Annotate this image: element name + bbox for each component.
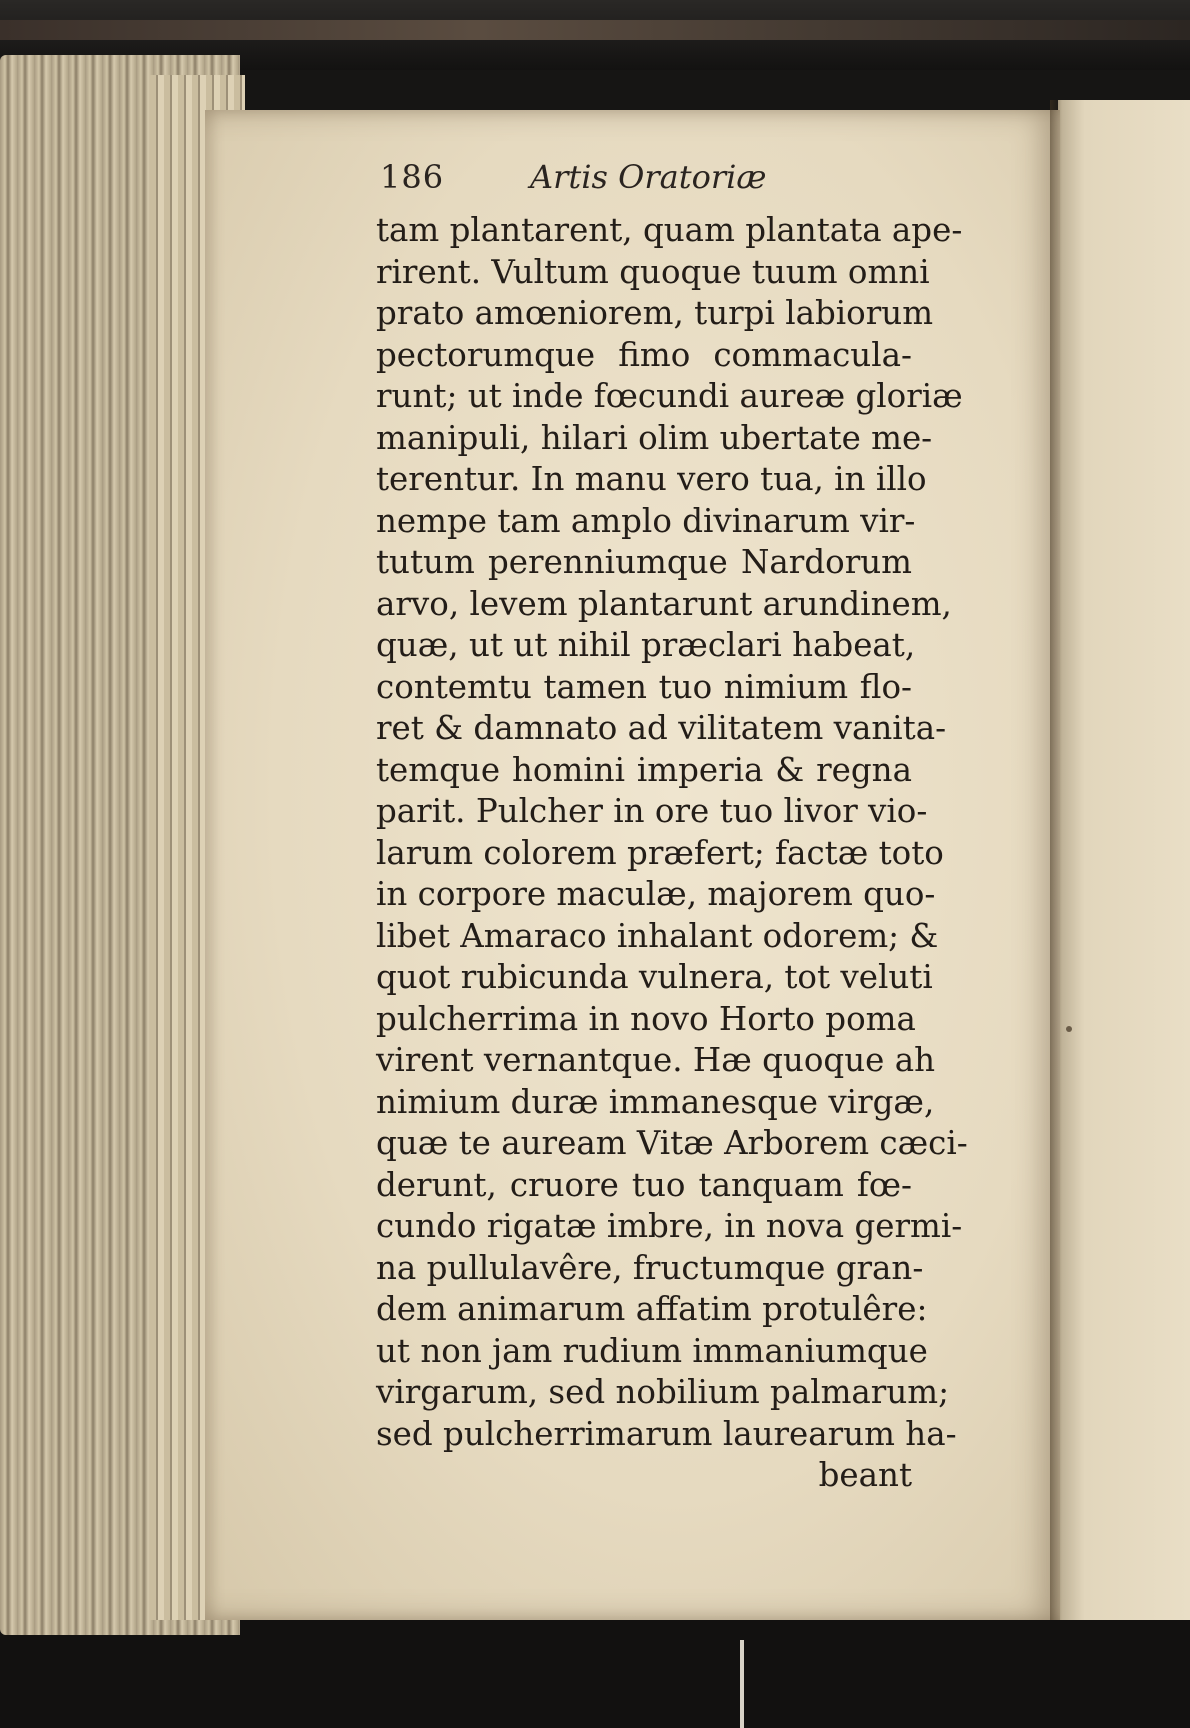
text-line: contemtu tamen tuo nimium flo- [376,667,912,706]
text-line: dem animarum affatim protulêre: [376,1290,928,1328]
text-line: arvo, levem plantarunt arundinem, [376,584,952,623]
text-line: pulcherrima in novo Horto poma [376,999,916,1038]
text-line: in corpore maculæ, majorem quo- [376,875,936,913]
text-line: quæ te auream Vitæ Arborem cæci- [376,1124,968,1162]
text-line: derunt, cruore tuo tanquam fœ- [376,1165,912,1204]
catchword: beant [818,1456,912,1494]
text-line: quæ, ut ut nihil præclari habeat, [376,626,916,664]
ink-speck [1066,1026,1072,1032]
text-line: cundo rigatæ imbre, in nova germi- [376,1207,963,1245]
text-line: tutum perenniumque Nardorum [376,543,912,581]
text-line: libet Amaraco inhalant odorem; & [376,916,939,955]
text-line: na pullulavêre, fructumque gran- [376,1248,924,1287]
text-line: tam plantarent, quam plantata ape- [376,211,963,249]
running-head [380,152,860,202]
text-line: nempe tam amplo divinarum vir- [376,501,916,540]
text-line: virent vernantque. Hæ quoque ah [376,1041,936,1079]
text-line: ut non jam rudium immaniumque [376,1331,928,1370]
text-line: virgarum, sed nobilium palmarum; [376,1373,950,1411]
text-line: parit. Pulcher in ore tuo livor vio- [376,792,928,830]
running-title: Artis Oratoriæ [530,158,767,196]
text-line: ret & damnato ad vilitatem vanita- [376,709,947,747]
page-number: 186 [380,158,445,196]
text-line: sed pulcherrimarum laurearum ha- [376,1414,957,1453]
body-text [376,210,968,1497]
gutter-shadow [1050,100,1062,1620]
text-line: nimium duræ immanesque virgæ, [376,1082,935,1121]
text-line: larum colorem præfert; factæ toto [376,833,944,872]
text-line: terentur. In manu vero tua, in illo [376,460,927,498]
text-line: temque homini imperia & regna [376,750,912,789]
bookmark-thread [740,1640,744,1728]
text-line: runt; ut inde fœcundi aureæ gloriæ [376,377,963,415]
text-line: manipuli, hilari olim ubertate me- [376,418,933,457]
text-line: rirent. Vultum quoque tuum omni [376,252,930,291]
text-line: pectorumque fimo commacula- [376,335,912,374]
text-line: quot rubicunda vulnera, tot veluti [376,958,933,996]
text-line: prato amœniorem, turpi labiorum [376,294,934,332]
facing-page [1058,100,1190,1620]
book-head-binding [0,20,1190,40]
